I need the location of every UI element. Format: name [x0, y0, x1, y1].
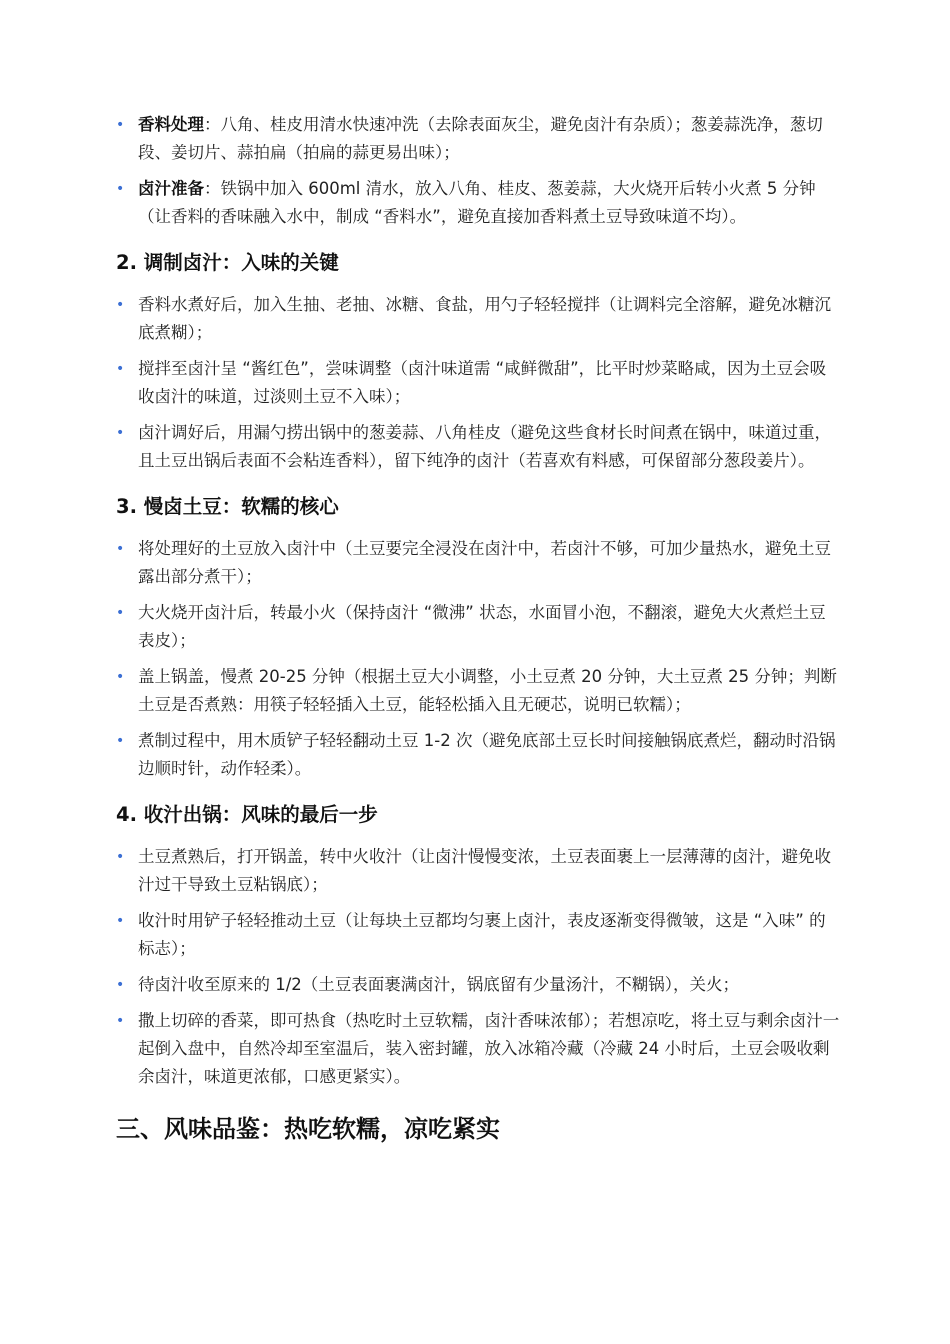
bullet-icon: •	[116, 977, 125, 993]
item-text: 煮制过程中，用木质铲子轻轻翻动土豆 1-2 次（避免底部土豆长时间接触锅底煮烂，翻动时沿锅边顺时针，动作轻柔）。	[138, 731, 836, 778]
bullet-icon: •	[116, 181, 125, 197]
bullet-icon: •	[116, 1013, 125, 1029]
item-text: 收汁时用铲子轻轻推动土豆（让每块土豆都均匀裹上卤汁，表皮逐渐变得微皱，这是 “入味” 的标志）；	[138, 911, 826, 958]
list-item	[116, 355, 840, 411]
list-item	[116, 291, 840, 347]
section-heading: 三、风味品鉴：热吃软糯，凉吃紧实	[116, 1115, 500, 1143]
item-text: 香料水煮好后，加入生抽、老抽、冰糖、食盐，用勺子轻轻搅拌（让调料完全溶解，避免冰糖沉底煮糊）；	[138, 295, 831, 342]
bullet-icon: •	[116, 541, 125, 557]
step-heading: 2. 调制卤汁：入味的关键	[116, 251, 339, 274]
list-item	[116, 907, 840, 963]
step-list	[116, 535, 840, 783]
bullet-icon: •	[116, 733, 125, 749]
bullet-icon: •	[116, 361, 125, 377]
list-item	[116, 535, 840, 591]
item-text: 将处理好的土豆放入卤汁中（土豆要完全浸没在卤汁中，若卤汁不够，可加少量热水，避免土豆露出部分煮干）；	[138, 539, 831, 586]
list-item	[116, 663, 840, 719]
step-list	[116, 843, 840, 1091]
item-text: 土豆煮熟后，打开锅盖，转中火收汁（让卤汁慢慢变浓，土豆表面裹上一层薄薄的卤汁，避免收汁过干导致土豆粘锅底）；	[138, 847, 831, 894]
item-text: 待卤汁收至原来的 1/2（土豆表面裹满卤汁，锅底留有少量汤汁，不糊锅），关火；	[138, 975, 740, 994]
step-heading: 3. 慢卤土豆：软糯的核心	[116, 495, 339, 518]
step-heading: 4. 收汁出锅：风味的最后一步	[116, 803, 378, 826]
item-text: ：铁锅中加入 600ml 清水，放入八角、桂皮、葱姜蒜，大火烧开后转小火煮 5 分钟（让香料的香味融入水中，制成 “香料水”，避免直接加香料煮土豆导致味道不均）。	[138, 179, 816, 226]
list-item	[116, 419, 840, 475]
item-text: 撒上切碎的香菜，即可热食（热吃时土豆软糯，卤汁香味浓郁）；若想凉吃，将土豆与剩余卤汁一起倒入盘中，自然冷却至室温后，装入密封罐，放入冰箱冷藏（冷藏 24 小时后，土豆会吸收剩余卤汁，味道更浓郁，口感更紧实）。	[138, 1011, 840, 1086]
bullet-icon: •	[116, 669, 125, 685]
item-text: 搅拌至卤汁呈 “酱红色”，尝味调整（卤汁味道需 “咸鲜微甜”，比平时炒菜略咸，因为土豆会吸收卤汁的味道，过淡则土豆不入味）；	[138, 359, 827, 406]
step-list	[116, 291, 840, 475]
item-text: 大火烧开卤汁后，转最小火（保持卤汁 “微沸” 状态，水面冒小泡，不翻滚，避免大火煮烂土豆表皮）；	[138, 603, 826, 650]
bullet-icon: •	[116, 297, 125, 313]
list-item	[116, 727, 840, 783]
bullet-icon: •	[116, 117, 125, 133]
list-item	[116, 175, 840, 231]
bullet-icon: •	[116, 605, 125, 621]
item-text: 盖上锅盖，慢煮 20-25 分钟（根据土豆大小调整，小土豆煮 20 分钟，大土豆煮 25 分钟；判断土豆是否煮熟：用筷子轻轻插入土豆，能轻松插入且无硬芯，说明已软糯）；	[138, 667, 837, 714]
list-item	[116, 843, 840, 899]
item-label: 香料处理	[138, 115, 204, 134]
item-label: 卤汁准备	[138, 179, 204, 198]
list-item	[116, 971, 840, 999]
bullet-icon: •	[116, 913, 125, 929]
prep-list	[116, 111, 840, 231]
list-item	[116, 1007, 840, 1091]
bullet-icon: •	[116, 849, 125, 865]
document-content	[116, 111, 840, 1145]
bullet-icon: •	[116, 425, 125, 441]
item-text: ：八角、桂皮用清水快速冲洗（去除表面灰尘，避免卤汁有杂质）；葱姜蒜洗净，葱切段、姜切片、蒜拍扁（拍扁的蒜更易出味）；	[138, 115, 823, 162]
list-item	[116, 599, 840, 655]
item-text: 卤汁调好后，用漏勺捞出锅中的葱姜蒜、八角桂皮（避免这些食材长时间煮在锅中，味道过重，且土豆出锅后表面不会粘连香料），留下纯净的卤汁（若喜欢有料感，可保留部分葱段姜片）。	[138, 423, 831, 470]
list-item	[116, 111, 840, 167]
